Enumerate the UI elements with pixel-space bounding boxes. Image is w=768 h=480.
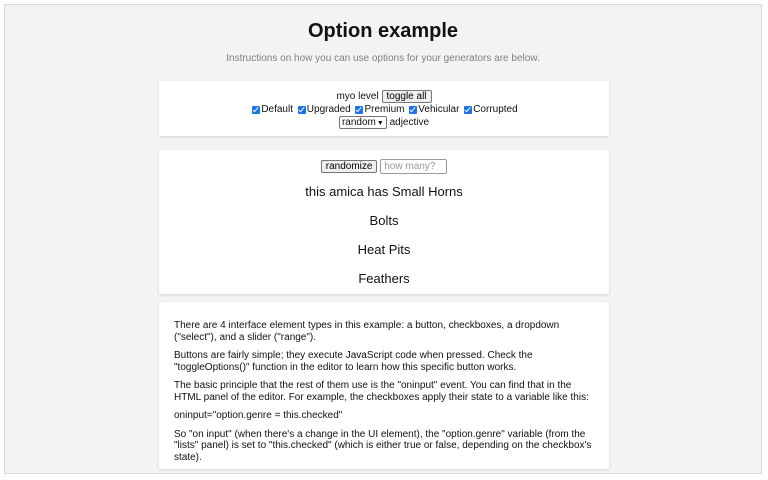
result-line: Bolts: [369, 213, 399, 228]
info-paragraph: So "on input" (when there's a change in the UI element), the "option.genre" variable (from the "lists" panel) is set to "this.checked" (which is either true or false, depending on the checkbox's state).: [174, 428, 592, 463]
checkbox-row: [159, 104, 609, 116]
checkbox-default-label: Default: [261, 104, 293, 115]
adjective-label: adjective: [389, 117, 430, 128]
result-line: Feathers: [358, 271, 410, 286]
result-line: this amica has Small Horns: [305, 184, 463, 199]
info-paragraph: There are 4 interface element types in this example: a button, checkboxes, a dropdown ("select"), and a slider ("range").: [174, 320, 560, 343]
toggle-all-button[interactable]: toggle all: [382, 90, 432, 103]
checkbox-upgraded[interactable]: [298, 106, 306, 114]
chevron-down-icon: ▼: [376, 120, 384, 127]
page-title: Option example: [307, 20, 459, 42]
checkbox-corrupted[interactable]: [464, 106, 472, 114]
checkbox-corrupted-label: Corrupted: [473, 104, 518, 115]
page-subtitle: Instructions on how you can use options for your generators are below.: [226, 53, 540, 64]
randomize-button[interactable]: randomize: [321, 160, 378, 173]
code-example: oninput="option.genre = this.checked": [174, 410, 343, 421]
checkbox-vehicular-label: Vehicular: [418, 104, 460, 115]
info-paragraph: The basic principle that the rest of them use is the "oninput" event. You can find that in the HTML panel of the editor. For example, the checkboxes apply their state to a variable like this:: [174, 380, 589, 403]
checkbox-default[interactable]: [252, 106, 260, 114]
level-label: myo level: [336, 91, 379, 102]
adjective-select-value: random: [341, 117, 376, 128]
result-line: Heat Pits: [357, 242, 411, 257]
checkbox-vehicular[interactable]: [409, 106, 417, 114]
checkbox-upgraded-label: Upgraded: [306, 104, 351, 115]
level-row: [159, 90, 609, 104]
options-card: [159, 81, 609, 136]
adjective-row: [159, 116, 609, 130]
generator-controls: [159, 159, 609, 175]
checkbox-premium-label: Premium: [364, 104, 405, 115]
instructions-card: [159, 302, 609, 469]
generator-card: [159, 150, 609, 294]
count-input[interactable]: how many?: [380, 159, 447, 174]
info-paragraph: Buttons are fairly simple; they execute JavaScript code when pressed. Check the "toggleOptions()" function in the editor to learn how this specific button works.: [174, 350, 533, 373]
page-frame: [4, 4, 762, 474]
checkbox-premium[interactable]: [355, 106, 363, 114]
adjective-select[interactable]: [339, 116, 387, 129]
